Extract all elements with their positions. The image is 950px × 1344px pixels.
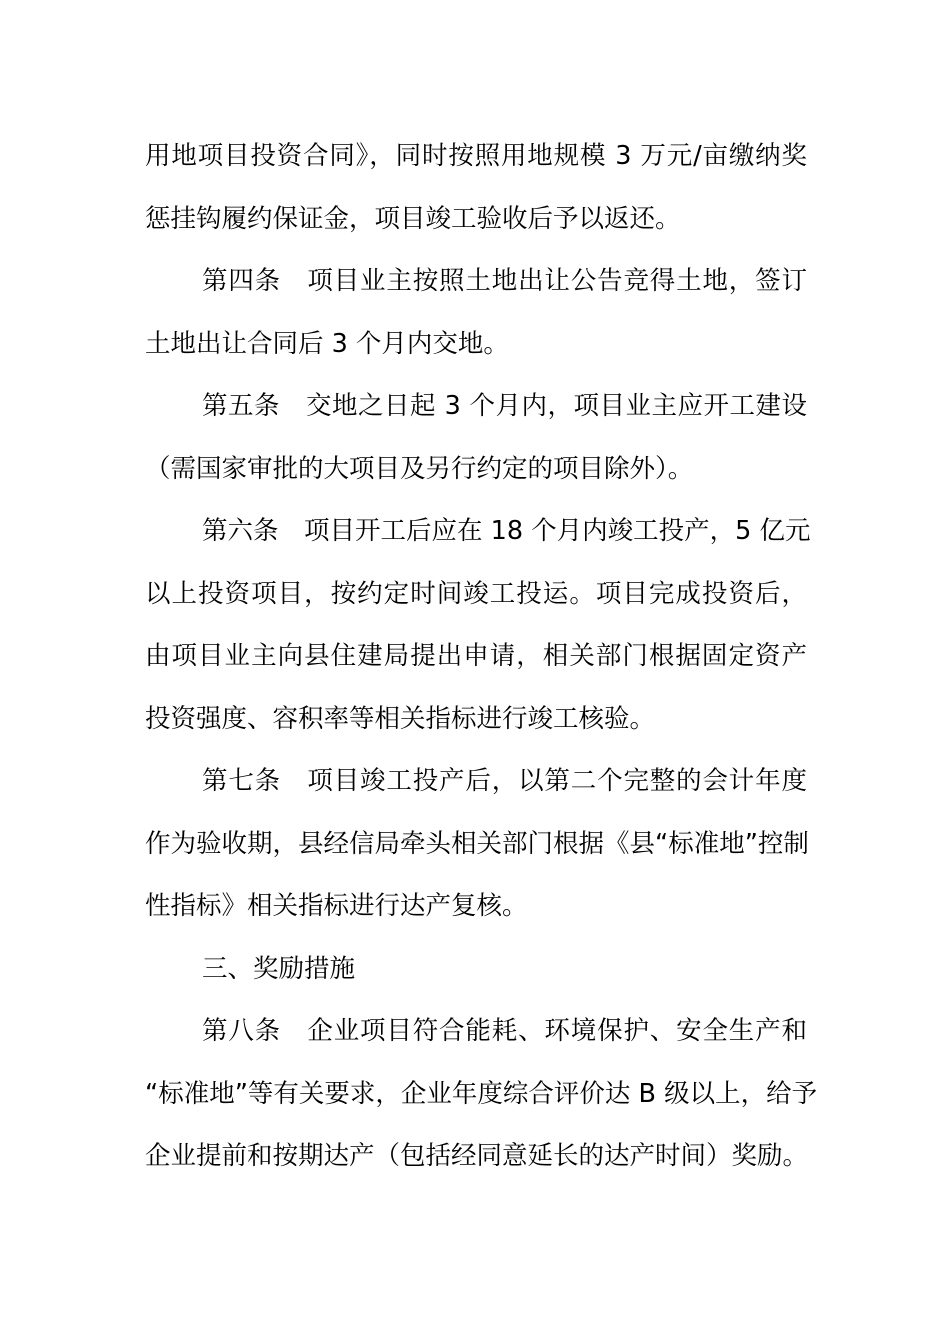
article-6-line: 第六条 项目开工后应在 18 个月内竣工投产，5 亿元 [202,516,811,546]
text-line: 以上投资项目，按约定时间竣工投运。项目完成投资后， [145,578,807,609]
text-line: 企业提前和按期达产（包括经同意延长的达产时间）奖励。 [145,1141,809,1171]
article-5-line: 第五条 交地之日起 3 个月内，项目业主应开工建设 [202,391,807,421]
text-line: “标准地”等有关要求，企业年度综合评价达 B 级以上，给予 [145,1078,818,1109]
text-line: 惩挂钩履约保证金，项目竣工验收后予以返还。 [145,203,681,234]
text-line: 投资强度、容积率等相关指标进行竣工核验。 [145,703,656,734]
document-body [145,125,818,1188]
article-8-line: 第八条 企业项目符合能耗、环境保护、安全生产和 [202,1016,807,1046]
text-line: 用地项目投资合同》，同时按照用地规模 3 万元/亩缴纳奖 [145,141,807,171]
text-line: 性指标》相关指标进行达产复核。 [145,891,528,921]
section-heading: 三、奖励措施 [202,953,356,984]
text-line: 由项目业主向县住建局提出申请，相关部门根据固定资产 [145,641,807,671]
text-line: 作为验收期，县经信局牵头相关部门根据《县“标准地”控制 [145,828,809,859]
text-line: （需国家审批的大项目及另行约定的项目除外）。 [145,453,694,484]
text-line: 土地出让合同后 3 个月内交地。 [145,328,509,359]
article-7-line: 第七条 项目竣工投产后，以第二个完整的会计年度 [202,766,807,796]
article-4-line: 第四条 项目业主按照土地出让公告竞得土地，签订 [202,266,807,296]
